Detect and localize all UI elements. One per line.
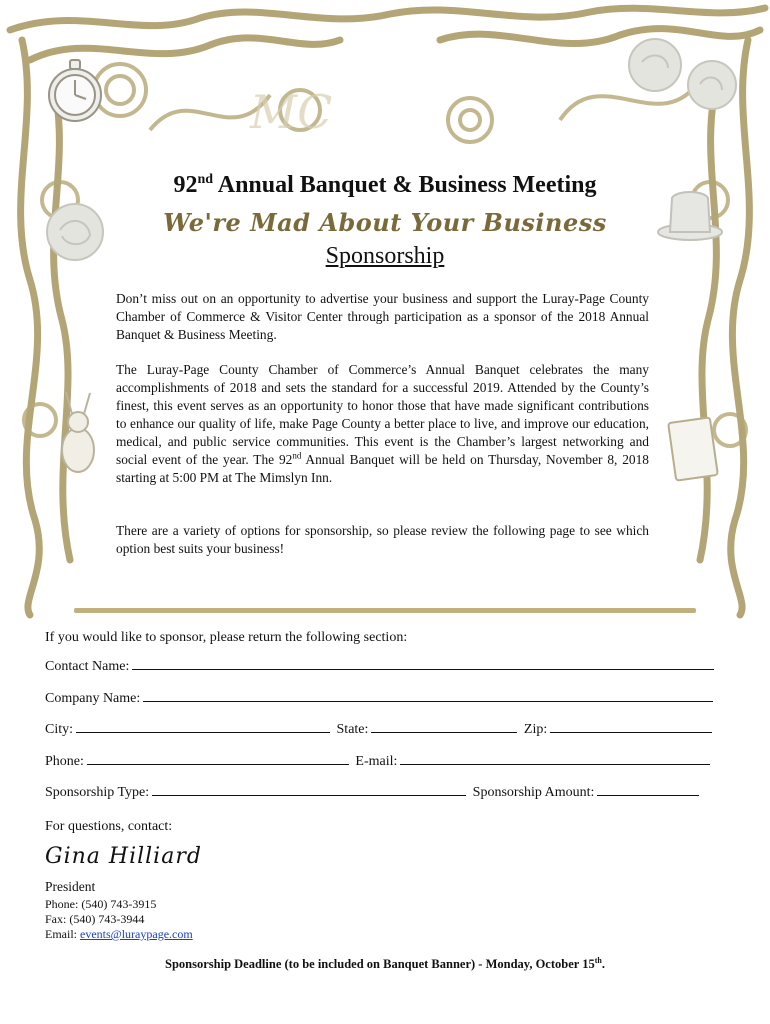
email-field[interactable] bbox=[400, 752, 710, 765]
contact-name-field[interactable] bbox=[132, 657, 714, 670]
address-row bbox=[45, 720, 715, 738]
city-field[interactable] bbox=[76, 720, 330, 733]
contact-phone: Phone: (540) 743-3915 bbox=[45, 897, 157, 911]
contact-fax: Fax: (540) 743-3944 bbox=[45, 912, 145, 926]
page-title: 92nd Annual Banquet & Business Meeting bbox=[173, 172, 597, 198]
signature: Gina Hilliard bbox=[45, 844, 202, 869]
phone-email-row bbox=[45, 752, 713, 770]
contact-email-link[interactable]: events@luraypage.com bbox=[80, 927, 193, 941]
zip-label: Zip: bbox=[523, 722, 548, 737]
intro-paragraph: Don’t miss out on an opportunity to advertise your business and support the Luray-Page County Chamber of Commerce & Visitor Center through participation as a sponsor of the 2018 Annual Banquet & Business Meeting. bbox=[116, 291, 649, 342]
state-field[interactable] bbox=[371, 720, 517, 733]
sponsorship-type-field[interactable] bbox=[152, 783, 466, 796]
sponsorship-amount-label: Sponsorship Amount: bbox=[472, 785, 595, 800]
contact-email-row bbox=[45, 927, 193, 942]
zip-field[interactable] bbox=[550, 720, 712, 733]
options-paragraph: There are a variety of options for sponsorship, so please review the following page to see which option best suits your business! bbox=[116, 523, 649, 556]
tagline: We're Mad About Your Business bbox=[163, 208, 607, 237]
state-label: State: bbox=[336, 722, 369, 737]
city-label: City: bbox=[45, 722, 74, 737]
email-label: E-mail: bbox=[355, 754, 398, 769]
section-divider bbox=[74, 608, 696, 613]
sponsorship-type-label: Sponsorship Type: bbox=[45, 785, 150, 800]
company-name-row bbox=[45, 689, 716, 707]
banquet-paragraph: The Luray-Page County Chamber of Commerce’s Annual Banquet celebrates the many accomplishments of 2018 and sets the standard for a successful 2019. Attended by the County’s finest, this event serves as an opportunity to honor those that have made significant contributions to enhance our quality of life, make Page County a better place to live, and improve our education, medical, and public service communities. This event is the Chamber’s largest networking and social event of the year. The 92nd Annual Banquet will be held on Thursday, November 8, 2018 starting at 5:00 PM at The Mimslyn Inn. bbox=[116, 362, 649, 485]
form-intro: If you would like to sponsor, please return the following section: bbox=[45, 630, 408, 645]
company-name-field[interactable] bbox=[143, 689, 713, 702]
phone-field[interactable] bbox=[87, 752, 349, 765]
contact-name-row bbox=[45, 657, 717, 675]
contact-name-label: Contact Name: bbox=[45, 659, 130, 674]
mc-monogram: MC bbox=[250, 85, 333, 139]
subtitle: Sponsorship bbox=[325, 243, 445, 269]
contact-email-label: Email: bbox=[45, 927, 80, 941]
pocket-watch-icon bbox=[49, 60, 101, 121]
sponsorship-amount-field[interactable] bbox=[597, 783, 699, 796]
phone-label: Phone: bbox=[45, 754, 84, 769]
company-name-label: Company Name: bbox=[45, 691, 141, 706]
sponsorship-deadline: Sponsorship Deadline (to be included on Banquet Banner) - Monday, October 15th. bbox=[165, 956, 605, 972]
contact-role: President bbox=[45, 879, 96, 894]
contact-heading: For questions, contact: bbox=[45, 819, 173, 834]
sponsorship-row bbox=[45, 783, 702, 801]
card-scroll-icon bbox=[668, 417, 718, 480]
